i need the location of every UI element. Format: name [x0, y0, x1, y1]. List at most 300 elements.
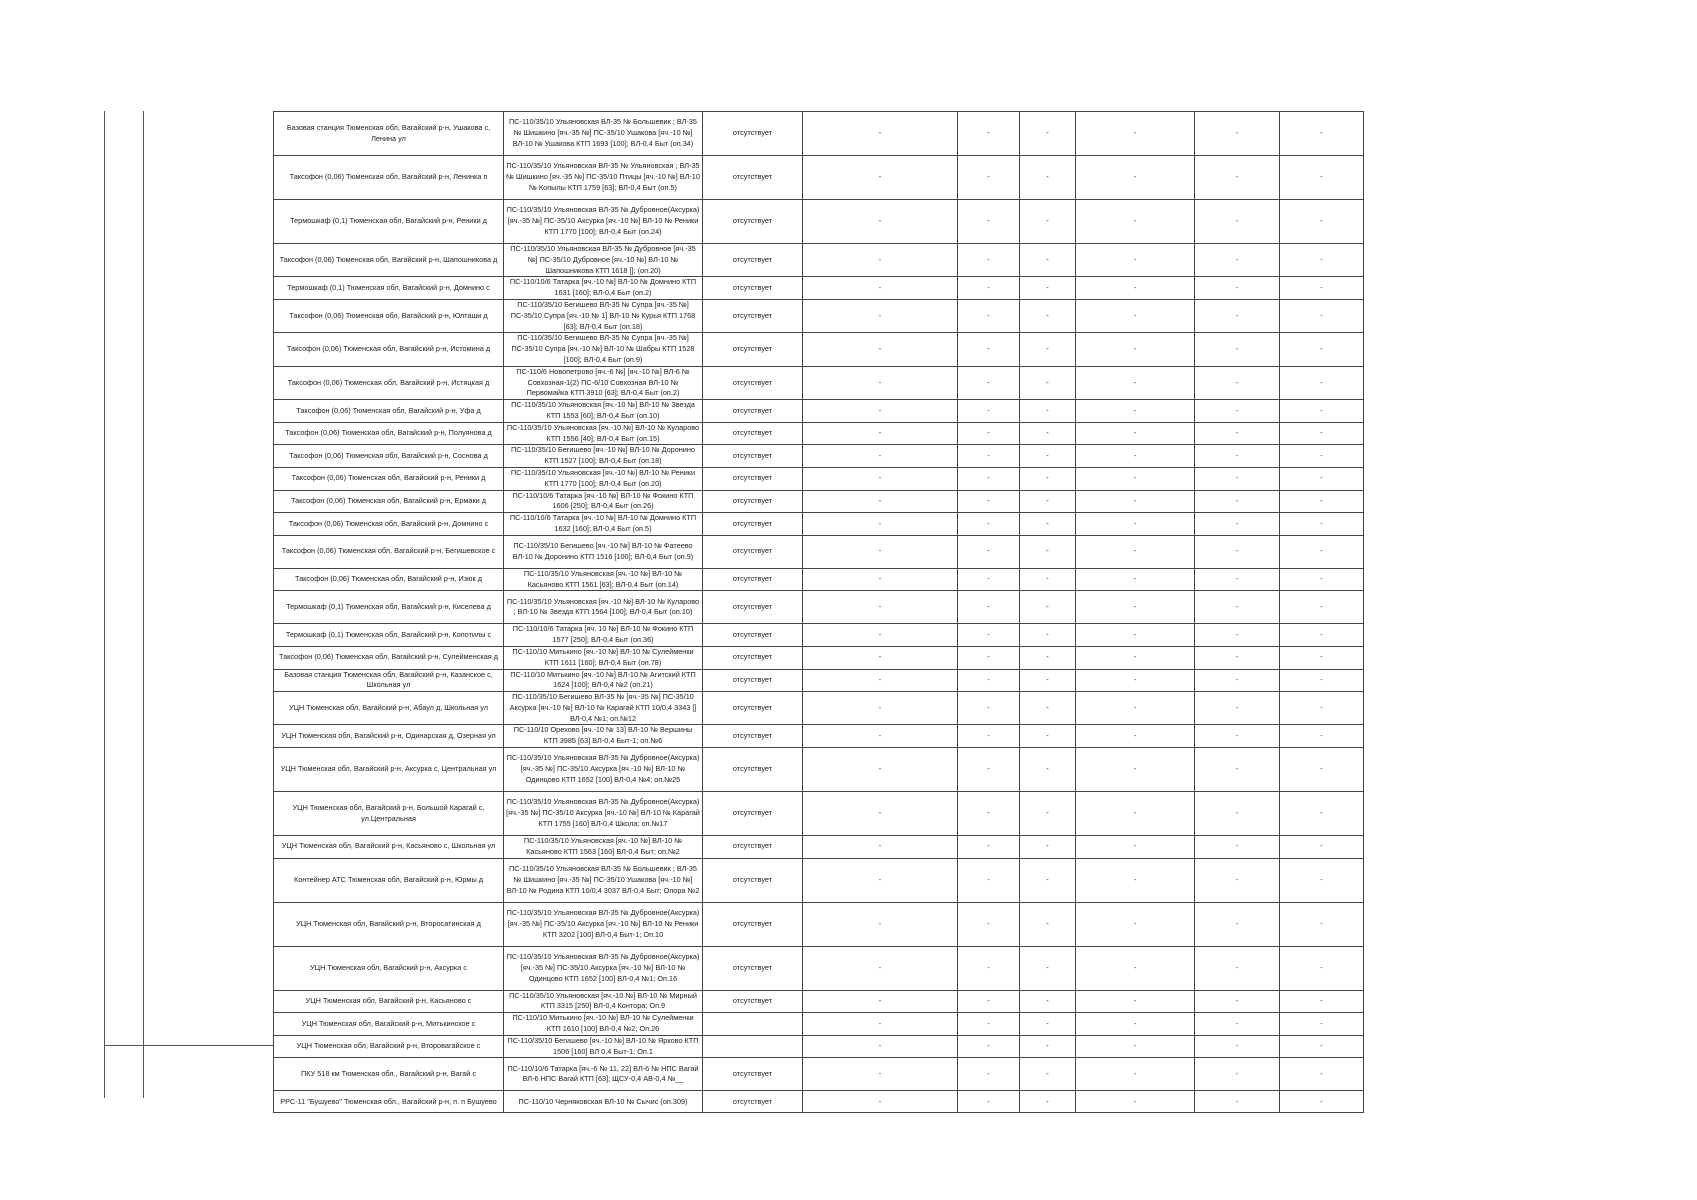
status-cell: отсутствует: [703, 725, 803, 748]
table-row: [274, 422, 1364, 445]
table-row: [274, 299, 1364, 332]
table-row: [274, 946, 1364, 990]
supply-source-cell: ПС-110/10 Митькино [яч.-10 №] ВЛ-10 № Сулейменки КТП 1610 [100] ВЛ-0,4 №2; Оп.26: [504, 1013, 703, 1036]
dash-cell: -: [1076, 535, 1195, 568]
table-row: [274, 112, 1364, 156]
dash-cell: -: [803, 366, 958, 399]
dash-cell: -: [1195, 333, 1280, 366]
supply-source-cell: ПС-110/35/10 Ульяновская ВЛ-35 № Дубровное [яч.-35 №] ПС-35/10 Дубровное [яч.-10 №] ВЛ-10 № Шапошникова КТП 1618 []; (оп.20): [504, 244, 703, 277]
dash-cell: -: [1020, 792, 1076, 836]
table-row: [274, 156, 1364, 200]
supply-source-cell: ПС-110/10/6 Татарка [яч. 10 №] ВЛ-10 № Фокино КТП 1577 [250]; ВЛ-0,4 Быт (оп.36): [504, 624, 703, 647]
supply-source-cell: ПС-110/35/10 Ульяновская ВЛ-35 № Ульяновская ; ВЛ-35 № Шишкино [яч.-35 №] ПС-35/10 Птицы [яч.-10 №] ВЛ-10 № Копылы КТП 1759 [63]; ВЛ-0,4 Быт (оп.5): [504, 156, 703, 200]
table-row: [274, 725, 1364, 748]
dash-cell: -: [1195, 646, 1280, 669]
object-cell: Таксофон (0,06) Тюменская обл, Вагайский р-н, Сосновa д: [274, 445, 504, 468]
dash-cell: -: [1280, 400, 1364, 423]
dash-cell: -: [803, 467, 958, 490]
dash-cell: -: [1195, 467, 1280, 490]
dash-cell: -: [958, 646, 1020, 669]
supply-source-cell: ПС-110/35/10 Ульяновская ВЛ-35 № Дубровное(Аксурка) [яч.-35 №] ПС-35/10 Аксурка [яч.-10 №] ВЛ-10 № Реники КТП 1770 [100]; ВЛ-0,4 Быт (оп.24): [504, 200, 703, 244]
dash-cell: -: [958, 1035, 1020, 1058]
supply-source-cell: ПС-110/35/10 Ульяновская [яч.-10 №] ВЛ-10 № Касьяново КТП 1563 [160] ВЛ-0,4 Быт; оп.№2: [504, 836, 703, 859]
dash-cell: -: [1020, 513, 1076, 536]
supply-source-cell: ПС-110/35/10 Бегишево [яч.-10 №] ВЛ-10 № Доронино КТП 1527 [100]; ВЛ-0,4 Быт (оп.18): [504, 445, 703, 468]
table-row: [274, 366, 1364, 399]
dash-cell: -: [1280, 646, 1364, 669]
dash-cell: -: [958, 669, 1020, 692]
dash-cell: -: [803, 1091, 958, 1113]
dash-cell: -: [958, 858, 1020, 902]
dash-cell: -: [1076, 568, 1195, 591]
dash-cell: -: [1020, 299, 1076, 332]
dash-cell: -: [1195, 591, 1280, 624]
supply-source-cell: ПС-110/35/10 Ульяновская [яч.-10 №] ВЛ-10 № Звезда КТП 1553 [60]; ВЛ-0,4 Быт (оп.10): [504, 400, 703, 423]
dash-cell: -: [803, 400, 958, 423]
object-cell: Таксофон (0,06) Тюменская обл, Вагайский р-н, Домнино с: [274, 513, 504, 536]
table-row: [274, 513, 1364, 536]
object-cell: УЦН Тюменская обл, Вагайский р-н, Аксурка с: [274, 946, 504, 990]
margin-divider: [104, 1045, 273, 1046]
dash-cell: -: [803, 299, 958, 332]
dash-cell: -: [1076, 792, 1195, 836]
dash-cell: -: [1076, 445, 1195, 468]
dash-cell: -: [958, 902, 1020, 946]
dash-cell: -: [1020, 725, 1076, 748]
dash-cell: -: [803, 200, 958, 244]
object-cell: Таксофон (0,06) Тюменская обл, Вагайский р-н, Уфа д: [274, 400, 504, 423]
dash-cell: -: [1195, 200, 1280, 244]
status-cell: отсутствует: [703, 669, 803, 692]
object-cell: Контейнер АТС Тюменская обл, Вагайский р-н, Юрмы д: [274, 858, 504, 902]
supply-source-cell: ПС-110/35/10 Ульяновская ВЛ-35 № Большевик ; ВЛ-35 № Шишкино [яч.-35 №] ПС-35/10 Ушакова [яч.-10 №] ВЛ-10 № Ушакова КТП 1693 [100]; ВЛ-0,4 Быт (оп.34): [504, 112, 703, 156]
dash-cell: -: [1195, 669, 1280, 692]
dash-cell: -: [803, 624, 958, 647]
status-cell: отсутствует: [703, 568, 803, 591]
dash-cell: -: [958, 490, 1020, 513]
dash-cell: -: [803, 513, 958, 536]
dash-cell: -: [1280, 1058, 1364, 1091]
object-cell: УЦН Тюменская обл, Вагайский р-н, Аксурка с, Центральная ул: [274, 748, 504, 792]
dash-cell: -: [1020, 112, 1076, 156]
status-cell: отсутствует: [703, 112, 803, 156]
dash-cell: -: [1020, 858, 1076, 902]
dash-cell: -: [1020, 422, 1076, 445]
supply-source-cell: ПС-110/10/6 Татарка [яч.-6 № 11, 22] ВЛ-6 № НПС Вагай ВЛ-6 НПС Вагай КТП [63]; ЩСУ-0,4 АВ-0,4 №__: [504, 1058, 703, 1091]
dash-cell: -: [1020, 445, 1076, 468]
dash-cell: -: [1280, 669, 1364, 692]
dash-cell: -: [803, 1013, 958, 1036]
object-cell: Базовая станция Тюменская обл, Вагайский р-н, Ушакова с, Ленина ул: [274, 112, 504, 156]
object-cell: Термошкаф (0,1) Тюменская обл, Вагайский р-н, Реники д: [274, 200, 504, 244]
dash-cell: -: [958, 568, 1020, 591]
table-row: [274, 244, 1364, 277]
status-cell: отсутствует: [703, 445, 803, 468]
dash-cell: -: [958, 445, 1020, 468]
table-row: [274, 692, 1364, 725]
supply-source-cell: ПС-110/35/10 Ульяновская [яч.-10 №] ВЛ-10 № Куларово ; ВЛ-10 № Звезда КТП 1564 [100]; ВЛ-0,4 Быт (оп.10): [504, 591, 703, 624]
table-row: [274, 990, 1364, 1013]
dash-cell: -: [1020, 748, 1076, 792]
dash-cell: -: [1280, 513, 1364, 536]
supply-source-cell: ПС-110/10 Черняковская ВЛ-10 № Сычис (оп.309): [504, 1091, 703, 1113]
dash-cell: -: [1280, 445, 1364, 468]
supply-source-cell: ПС-110/6 Новопетрово [яч.-6 №] [яч.-10 №] ВЛ-6 № Совхозная-1(2) ПС-6/10 Совхозная ВЛ-10 № Первомайка КТП 3910 [63]; ВЛ-0,4 Быт (оп.2): [504, 366, 703, 399]
dash-cell: -: [1280, 591, 1364, 624]
dash-cell: -: [1280, 366, 1364, 399]
dash-cell: -: [1076, 400, 1195, 423]
dash-cell: -: [1195, 1013, 1280, 1036]
status-cell: отсутствует: [703, 990, 803, 1013]
status-cell: [703, 1035, 803, 1058]
supply-source-cell: ПС-110/35/10 Ульяновская ВЛ-35 № Большевик ; ВЛ-35 № Шишкино [яч.-35 №] ПС-35/10 Ушакова [яч.-10 №] ВЛ-10 № Родина КТП 10/0,4 3037 ВЛ-0,4 Быт; Опора №2: [504, 858, 703, 902]
table-row: [274, 646, 1364, 669]
dash-cell: -: [1280, 467, 1364, 490]
dash-cell: -: [803, 725, 958, 748]
dash-cell: -: [958, 244, 1020, 277]
object-cell: Таксофон (0,06) Тюменская обл, Вагайский р-н, Реники д: [274, 467, 504, 490]
dash-cell: -: [1020, 836, 1076, 859]
supply-source-cell: ПС-110/35/10 Ульяновская ВЛ-35 № Дубровное(Аксурка) [яч.-35 №] ПС-35/10 Аксурка [яч.-10 №] ВЛ-10 № Реники КТП 3202 [100] ВЛ-0,4 Быт-1; Оп.10: [504, 902, 703, 946]
dash-cell: -: [958, 333, 1020, 366]
dash-cell: -: [1280, 990, 1364, 1013]
dash-cell: -: [958, 422, 1020, 445]
dash-cell: -: [803, 333, 958, 366]
supply-source-cell: ПС-110/35/10 Бегишево [яч.-10 №] ВЛ-10 № Фатеево ВЛ-10 № Доронино КТП 1516 [100]; ВЛ-0,4 Быт (оп.9): [504, 535, 703, 568]
object-cell: Таксофон (0,06) Тюменская обл, Вагайский р-н, Шапошникова д: [274, 244, 504, 277]
table-row: [274, 467, 1364, 490]
dash-cell: -: [803, 422, 958, 445]
dash-cell: -: [1020, 467, 1076, 490]
dash-cell: -: [1280, 422, 1364, 445]
dash-cell: -: [803, 990, 958, 1013]
dash-cell: -: [1076, 277, 1195, 300]
object-cell: Таксофон (0,06) Тюменская обл, Вагайский р-н, Сулейменская д: [274, 646, 504, 669]
dash-cell: -: [1076, 112, 1195, 156]
dash-cell: -: [1195, 112, 1280, 156]
supply-source-cell: ПС-110/35/10 Ульяновская [яч.-10 №] ВЛ-10 № Касьяново КТП 1561 [63]; ВЛ-0,4 Быт (оп.14): [504, 568, 703, 591]
dash-cell: -: [803, 692, 958, 725]
dash-cell: -: [803, 568, 958, 591]
dash-cell: -: [1076, 858, 1195, 902]
supply-source-cell: ПС-110/35/10 Бегишево ВЛ-35 № Супра [яч.-35 №] ПС-35/10 Супра [яч.-10 № 1] ВЛ-10 № Курья КТП 1768 [63]; ВЛ-0,4 Быт (оп.18): [504, 299, 703, 332]
dash-cell: -: [1020, 568, 1076, 591]
dash-cell: -: [1020, 333, 1076, 366]
dash-cell: -: [1076, 513, 1195, 536]
status-cell: отсутствует: [703, 1091, 803, 1113]
supply-source-cell: ПС-110/35/10 Бегишево ВЛ-35 № [яч.-35 №] ПС-35/10 Аксурка [яч.-10 №] ВЛ-10 № Карагай КТП 10/0,4 3343 [] ВЛ-0,4 №1; оп.№12: [504, 692, 703, 725]
dash-cell: -: [1195, 366, 1280, 399]
dash-cell: -: [803, 277, 958, 300]
dash-cell: -: [958, 990, 1020, 1013]
status-cell: отсутствует: [703, 591, 803, 624]
status-cell: отсутствует: [703, 467, 803, 490]
dash-cell: -: [803, 490, 958, 513]
supply-source-cell: ПС-110/10 Митькино [яч.-10 №] ВЛ-10 № Агитский КТП 1624 [100]; ВЛ-0,4 №2 (оп.21): [504, 669, 703, 692]
dash-cell: -: [803, 591, 958, 624]
dash-cell: -: [1280, 200, 1364, 244]
dash-cell: -: [1280, 725, 1364, 748]
dash-cell: -: [803, 535, 958, 568]
object-cell: Таксофон (0,06) Тюменская обл, Вагайский р-н, Истяцкая д: [274, 366, 504, 399]
object-cell: Таксофон (0,06) Тюменская обл, Вагайский р-н, Истомина д: [274, 333, 504, 366]
dash-cell: -: [1076, 299, 1195, 332]
supply-source-cell: ПС-110/10/6 Татарка [яч.-10 №] ВЛ-10 № Домнино КТП 1631 [160]; ВЛ-0,4 Быт (оп.2): [504, 277, 703, 300]
dash-cell: -: [1020, 624, 1076, 647]
object-cell: Термошкаф (0,1) Тюменская обл, Вагайский р-н, Копотилы с: [274, 624, 504, 647]
dash-cell: -: [803, 112, 958, 156]
object-cell: РРС-11 "Бушуево" Тюменская обл., Вагайский р-н, п. п Бушуево: [274, 1091, 504, 1113]
dash-cell: -: [1195, 1058, 1280, 1091]
dash-cell: -: [1280, 568, 1364, 591]
table-row: [274, 591, 1364, 624]
table-row: [274, 792, 1364, 836]
dash-cell: -: [958, 836, 1020, 859]
dash-cell: -: [1195, 445, 1280, 468]
table-row: [274, 748, 1364, 792]
dash-cell: -: [1195, 244, 1280, 277]
dash-cell: -: [1280, 333, 1364, 366]
dash-cell: -: [1020, 990, 1076, 1013]
status-cell: отсутствует: [703, 366, 803, 399]
dash-cell: -: [958, 624, 1020, 647]
dash-cell: -: [1020, 490, 1076, 513]
dash-cell: -: [958, 366, 1020, 399]
status-cell: отсутствует: [703, 858, 803, 902]
dash-cell: -: [1280, 535, 1364, 568]
dash-cell: -: [1020, 535, 1076, 568]
supply-source-cell: ПС-110/10/6 Татарка [яч.-10 №] ВЛ-10 № Домнино КТП 1632 [160]; ВЛ-0,4 Быт (оп.5): [504, 513, 703, 536]
dash-cell: -: [1020, 692, 1076, 725]
dash-cell: -: [1020, 946, 1076, 990]
dash-cell: -: [1020, 591, 1076, 624]
dash-cell: -: [1076, 333, 1195, 366]
dash-cell: -: [1076, 946, 1195, 990]
dash-cell: -: [1076, 669, 1195, 692]
dash-cell: -: [1280, 299, 1364, 332]
dash-cell: -: [803, 792, 958, 836]
dash-cell: -: [958, 725, 1020, 748]
object-cell: УЦН Тюменская обл, Вагайский р-н, Касьяново с: [274, 990, 504, 1013]
object-cell: Таксофон (0,06) Тюменская обл, Вагайский р-н, Бегишевское с: [274, 535, 504, 568]
dash-cell: -: [803, 1058, 958, 1091]
status-cell: отсутствует: [703, 748, 803, 792]
dash-cell: -: [1076, 366, 1195, 399]
object-cell: Таксофон (0,06) Тюменская обл, Вагайский р-н, Юлташи д: [274, 299, 504, 332]
dash-cell: -: [803, 902, 958, 946]
dash-cell: -: [1280, 1091, 1364, 1113]
status-cell: отсутствует: [703, 836, 803, 859]
dash-cell: -: [958, 513, 1020, 536]
dash-cell: -: [1195, 624, 1280, 647]
dash-cell: -: [1195, 490, 1280, 513]
dash-cell: -: [1020, 1035, 1076, 1058]
dash-cell: -: [1076, 748, 1195, 792]
dash-cell: -: [1076, 836, 1195, 859]
status-cell: [703, 1013, 803, 1036]
dash-cell: -: [803, 244, 958, 277]
dash-cell: -: [803, 156, 958, 200]
dash-cell: -: [1280, 490, 1364, 513]
object-cell: УЦН Тюменская обл, Вагайский р-н, Одинарская д, Озерная ул: [274, 725, 504, 748]
status-cell: отсутствует: [703, 692, 803, 725]
status-cell: отсутствует: [703, 156, 803, 200]
status-cell: отсутствует: [703, 400, 803, 423]
status-cell: отсутствует: [703, 244, 803, 277]
dash-cell: -: [1280, 692, 1364, 725]
table-row: [274, 535, 1364, 568]
dash-cell: -: [1195, 946, 1280, 990]
object-cell: УЦН Тюменская обл, Вагайский р-н, Митькинское с: [274, 1013, 504, 1036]
object-cell: УЦН Тюменская обл, Вагайский р-н, Касьяново с, Школьная ул: [274, 836, 504, 859]
object-cell: Термошкаф (0,1) Тюменская обл, Вагайский р-н, Киселева д: [274, 591, 504, 624]
dash-cell: -: [1020, 1013, 1076, 1036]
dash-cell: -: [958, 535, 1020, 568]
dash-cell: -: [958, 200, 1020, 244]
dash-cell: -: [1195, 792, 1280, 836]
dash-cell: -: [958, 792, 1020, 836]
dash-cell: -: [958, 1058, 1020, 1091]
status-cell: отсутствует: [703, 902, 803, 946]
dash-cell: -: [958, 692, 1020, 725]
dash-cell: -: [958, 748, 1020, 792]
dash-cell: -: [1076, 156, 1195, 200]
status-cell: отсутствует: [703, 535, 803, 568]
supply-source-cell: ПС-110/35/10 Ульяновская [яч.-10 №] ВЛ-10 № Куларово КТП 1556 [40]; ВЛ-0,4 Быт (оп.15): [504, 422, 703, 445]
dash-cell: -: [803, 836, 958, 859]
dash-cell: -: [1280, 624, 1364, 647]
margin-line-2: [143, 111, 144, 1098]
object-cell: ПКУ 518 км Тюменская обл., Вагайский р-н, Вагай с: [274, 1058, 504, 1091]
table-row: [274, 1091, 1364, 1113]
status-cell: отсутствует: [703, 646, 803, 669]
table-row: [274, 858, 1364, 902]
dash-cell: -: [1076, 591, 1195, 624]
dash-cell: -: [1195, 1091, 1280, 1113]
dash-cell: -: [958, 277, 1020, 300]
dash-cell: -: [1195, 836, 1280, 859]
dash-cell: -: [1195, 156, 1280, 200]
dash-cell: -: [1076, 467, 1195, 490]
dash-cell: -: [1195, 400, 1280, 423]
dash-cell: -: [958, 467, 1020, 490]
dash-cell: -: [1020, 244, 1076, 277]
dash-cell: -: [1076, 1035, 1195, 1058]
table-row: [274, 1035, 1364, 1058]
dash-cell: -: [1020, 366, 1076, 399]
dash-cell: -: [1280, 112, 1364, 156]
table-row: [274, 490, 1364, 513]
dash-cell: -: [958, 946, 1020, 990]
dash-cell: -: [1020, 156, 1076, 200]
supply-source-cell: ПС-110/35/10 Ульяновская ВЛ-35 № Дубровное(Аксурка) [яч.-35 №] ПС-35/10 Аксурка [яч.-10 №] ВЛ-10 № Одинцово КТП 1652 [100] ВЛ-0,4 №1; Оп.16: [504, 946, 703, 990]
dash-cell: -: [958, 299, 1020, 332]
dash-cell: -: [803, 748, 958, 792]
dash-cell: -: [1076, 1058, 1195, 1091]
dash-cell: -: [1195, 692, 1280, 725]
table-row: [274, 333, 1364, 366]
object-cell: Таксофон (0,06) Тюменская обл, Вагайский р-н, Изюк д: [274, 568, 504, 591]
dash-cell: -: [1020, 902, 1076, 946]
dash-cell: -: [1020, 400, 1076, 423]
dash-cell: -: [1280, 1035, 1364, 1058]
status-cell: отсутствует: [703, 490, 803, 513]
dash-cell: -: [1195, 422, 1280, 445]
dash-cell: -: [1280, 902, 1364, 946]
supply-source-cell: ПС-110/10 Митькино [яч.-10 №] ВЛ-10 № Сулейменки КТП 1611 [160]; ВЛ-0,4 Быт (оп.78): [504, 646, 703, 669]
status-cell: отсутствует: [703, 277, 803, 300]
dash-cell: -: [958, 400, 1020, 423]
status-cell: отсутствует: [703, 333, 803, 366]
supply-source-cell: ПС-110/35/10 Ульяновская [яч.-10 №] ВЛ-10 № Реники КТП 1770 [100]; ВЛ-0,4 Быт (оп.20): [504, 467, 703, 490]
dash-cell: -: [1076, 646, 1195, 669]
table-row: [274, 669, 1364, 692]
dash-cell: -: [1076, 1013, 1195, 1036]
status-cell: отсутствует: [703, 513, 803, 536]
dash-cell: -: [1195, 1035, 1280, 1058]
object-cell: Таксофон (0,06) Тюменская обл, Вагайский р-н, Полуянова д: [274, 422, 504, 445]
dash-cell: -: [1076, 422, 1195, 445]
object-cell: УЦН Тюменская обл, Вагайский р-н, Абаул д, Школьная ул: [274, 692, 504, 725]
dash-cell: -: [958, 1013, 1020, 1036]
status-cell: отсутствует: [703, 299, 803, 332]
supply-source-cell: ПС-110/10/6 Татарка [яч.-10 №] ВЛ-10 № Фокино КТП 1606 [250]; ВЛ-0,4 Быт (оп.26): [504, 490, 703, 513]
dash-cell: -: [803, 445, 958, 468]
table-row: [274, 902, 1364, 946]
dash-cell: -: [1020, 1091, 1076, 1113]
object-cell: УЦН Тюменская обл, Вагайский р-н, Большой Карагай с, ул.Центральная: [274, 792, 504, 836]
dash-cell: -: [803, 858, 958, 902]
object-cell: Таксофон (0,06) Тюменская обл, Вагайский р-н, Ермаки д: [274, 490, 504, 513]
status-cell: отсутствует: [703, 792, 803, 836]
dash-cell: -: [1195, 748, 1280, 792]
dash-cell: -: [803, 646, 958, 669]
power-supply-table: [273, 111, 1364, 1113]
table-row: [274, 568, 1364, 591]
supply-source-cell: ПС-110/35/10 Бегишево ВЛ-35 № Супра [яч.-35 №] ПС-35/10 Супра [яч.-10 №] ВЛ-10 № Шабры КТП 1528 [100]; ВЛ-0,4 Быт (оп.9): [504, 333, 703, 366]
dash-cell: -: [1280, 946, 1364, 990]
table-row: [274, 200, 1364, 244]
dash-cell: -: [1020, 669, 1076, 692]
dash-cell: -: [958, 1091, 1020, 1113]
dash-cell: -: [1280, 748, 1364, 792]
dash-cell: -: [803, 669, 958, 692]
status-cell: отсутствует: [703, 200, 803, 244]
table-row: [274, 1058, 1364, 1091]
dash-cell: -: [1195, 277, 1280, 300]
object-cell: УЦН Тюменская обл, Вагайский р-н, Второвагайское с: [274, 1035, 504, 1058]
supply-source-cell: ПС-110/10 Орехово [яч.-10 № 13] ВЛ-10 № Вершины КТП 3985 [63] ВЛ-0,4 Быт-1; оп.№6: [504, 725, 703, 748]
dash-cell: -: [1195, 858, 1280, 902]
dash-cell: -: [1076, 200, 1195, 244]
dash-cell: -: [1280, 792, 1364, 836]
dash-cell: -: [1280, 277, 1364, 300]
supply-source-cell: ПС-110/35/10 Ульяновская ВЛ-35 № Дубровное(Аксурка) [яч.-35 №] ПС-35/10 Аксурка [яч.-10 №] ВЛ-10 № Карагай КТП 1755 [160] ВЛ-0,4 Школа; оп.№17: [504, 792, 703, 836]
dash-cell: -: [1280, 836, 1364, 859]
dash-cell: -: [803, 1035, 958, 1058]
status-cell: отсутствует: [703, 1058, 803, 1091]
object-cell: Термошкаф (0,1) Тюменская обл, Вагайский р-н, Домнино с: [274, 277, 504, 300]
dash-cell: -: [1195, 990, 1280, 1013]
supply-source-cell: ПС-110/35/10 Бегишево [яч.-10 №] ВЛ-10 № Ярково КТП 1506 [160] ВЛ 0,4 Быт-1; Оп.1: [504, 1035, 703, 1058]
table-row: [274, 836, 1364, 859]
dash-cell: -: [1020, 200, 1076, 244]
table-row: [274, 1013, 1364, 1036]
object-cell: УЦН Тюменская обл, Вагайский р-н, Второсатинская д: [274, 902, 504, 946]
dash-cell: -: [1195, 299, 1280, 332]
dash-cell: -: [1020, 646, 1076, 669]
table-row: [274, 445, 1364, 468]
